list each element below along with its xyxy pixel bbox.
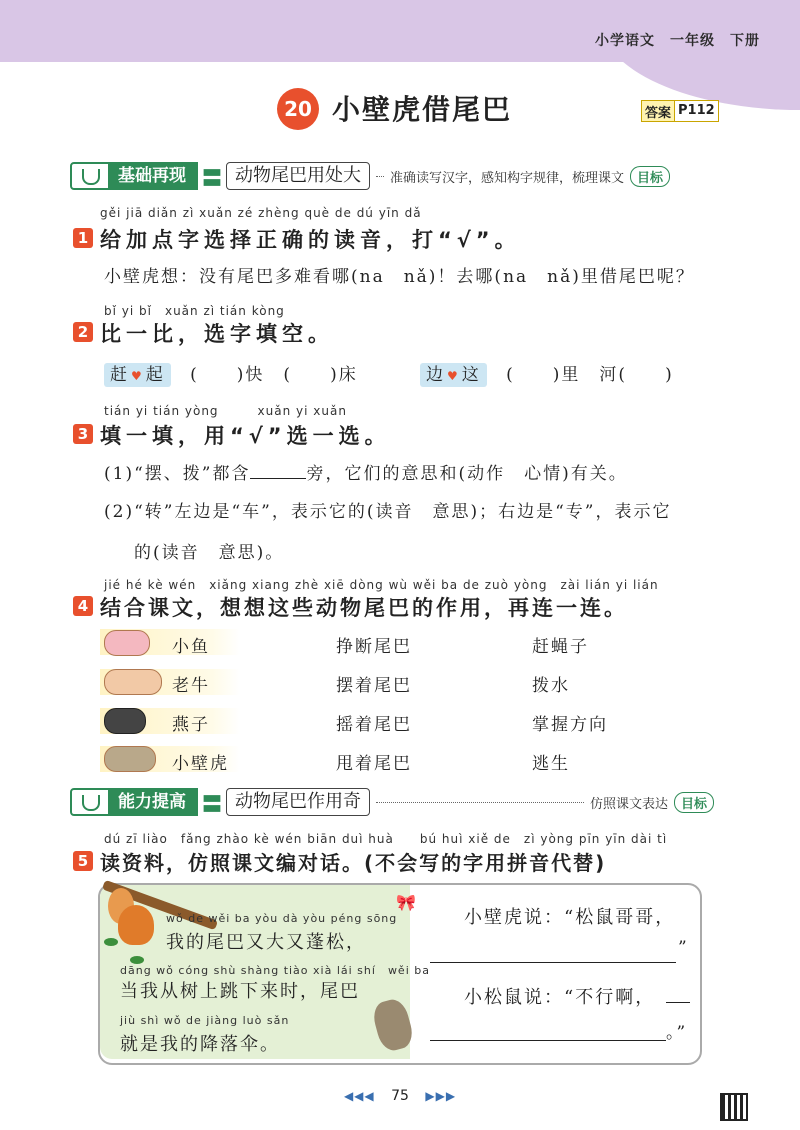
prev-arrows-icon: ◀◀◀ [343,1089,375,1103]
q2-number: 2 [73,322,93,342]
section-goal: 准确读写汉字，感知构字规律，梳理课文 [390,170,625,186]
section-subtitle: 动物尾巴作用奇 [226,788,370,816]
reading-pinyin-2: dāng wǒ cóng shù shàng tiào xià lái shí wěi ba [120,964,430,977]
animal-gecko[interactable]: 小壁虎 [172,754,229,774]
leaf-icon [104,938,118,946]
animal-fish[interactable]: 小鱼 [172,637,210,657]
reading-pinyin-3: jiù shì wǒ de jiàng luò sǎn [120,1014,290,1027]
action-2[interactable]: 摆着尾巴 [336,676,412,696]
use-4[interactable]: 逃生 [532,754,570,774]
q2-pair1 [104,363,171,387]
ox-icon [104,669,162,695]
section-label: 能力提高 [110,788,198,816]
dotted-line [376,176,384,177]
q3-line1 [104,459,628,484]
book-icon [70,788,110,816]
lesson-title: 小壁虎借尾巴 [332,93,513,126]
dialog-gecko: 小壁虎说：“松鼠哥哥， [464,907,676,928]
squirrel-icon [118,905,154,945]
quote-end-2: 。” [666,1023,688,1043]
use-3[interactable]: 掌握方向 [532,715,608,735]
book-icon [70,162,110,190]
use-1[interactable]: 赶蝇子 [532,637,589,657]
answer-page: P112 [674,101,718,121]
q2-group2 [420,360,674,385]
q3-line3: 的(读音 意思)。 [134,543,285,563]
q1-sentence: 小壁虎想：没有尾巴多难看哪(na nǎ)！去哪(na nǎ)里借尾巴呢？ [104,267,695,287]
q2-instruction: 比一比，选字填空。 [100,322,334,346]
lesson-number: 20 [277,88,319,130]
reading-line-2: 当我从树上跳下来时，尾巴 [120,981,360,1002]
goal-tag: 目标 [674,792,714,813]
q4-pinyin: jié hé kè wén xiǎng xiang zhè xiē dòng wù wěi ba de zuò yòng zài lián yi lián [104,578,659,592]
section-label: 基础再现 [110,162,198,190]
char-zhe: 这 [461,365,481,385]
q5-pinyin: dú zī liào fǎng zhào kè wén biān duì huà bú huì xiě de zì yòng pīn yīn dài tì [104,832,668,846]
equals-icon: 〓 [202,165,222,190]
reading-line-3: 就是我的降落伞。 [120,1034,280,1055]
dialog-squirrel: 小松鼠说：“不行啊， [464,987,656,1008]
answer-line-1[interactable] [430,962,676,963]
qr-code-icon [720,1093,748,1121]
reading-pinyin-1: wǒ de wěi ba yòu dà yòu péng sōng [166,912,398,925]
q2-fill2[interactable]: ( )里 河( ) [506,365,674,385]
quote-end-1: ” [678,938,689,958]
char-gan: 赶 [110,365,129,385]
q3-line1-end: 旁，它们的意思和(动作 心情)有关。 [306,464,628,484]
answer-ref [641,100,719,122]
goal-tag: 目标 [630,166,670,187]
page-footer [0,1088,800,1104]
q5-number: 5 [73,851,93,871]
q1-instruction: 给加点字选择正确的读音，打“√”。 [100,228,521,252]
q1-number: 1 [73,228,93,248]
action-3[interactable]: 摇着尾巴 [336,715,412,735]
animal-ox[interactable]: 老牛 [172,676,210,696]
q5-instruction: 读资料，仿照课文编对话。(不会写的字用拼音代替) [100,851,607,875]
page-number: 75 [391,1088,409,1104]
q2-group1 [104,360,358,385]
answer-label: 答案 [645,105,672,121]
swallow-icon [104,708,146,734]
char-qi: 起 [145,365,165,385]
q3-number: 3 [73,424,93,444]
q3-pinyin: tián yi tián yòng xuǎn yi xuǎn [104,404,347,418]
q2-pair2 [420,363,487,387]
q2-pinyin: bǐ yi bǐ xuǎn zì tián kòng [104,304,285,318]
q1-pinyin: gěi jiā diǎn zì xuǎn zé zhèng què de dú yīn dǎ [100,206,422,220]
q4-instruction: 结合课文，想想这些动物尾巴的作用，再连一连。 [100,596,628,620]
use-2[interactable]: 拨水 [532,676,570,696]
equals-icon: 〓 [202,791,222,816]
fish-icon [104,630,150,656]
animal-swallow[interactable]: 燕子 [172,715,210,735]
q3-line1-start: (1)“摆、拨”都含 [104,464,251,484]
answer-line-3[interactable] [430,1040,666,1041]
reading-line-1: 我的尾巴又大又蓬松， [166,932,366,953]
q3-instruction: 填一填，用“√”选一选。 [100,424,391,448]
section-basic-bar [70,162,714,190]
q3-blank[interactable] [250,464,306,479]
dotted-line [376,802,584,803]
ribbon-icon: 🎀 [396,893,416,912]
gecko-icon [104,746,156,772]
heart-icon: ♥ [447,369,460,383]
book-title: 小学语文 一年级 下册 [595,33,760,49]
section-subtitle: 动物尾巴用处大 [226,162,370,190]
q3-line2: (2)“转”左边是“车”，表示它的(读音 意思)；右边是“专”，表示它 [104,502,672,522]
next-arrows-icon: ▶▶▶ [425,1089,457,1103]
section-advanced-bar [70,788,714,816]
answer-line-2[interactable] [666,1002,690,1003]
q4-number: 4 [73,596,93,616]
char-bian: 边 [426,365,445,385]
action-4[interactable]: 甩着尾巴 [336,754,412,774]
section-goal: 仿照课文表达 [589,796,668,812]
heart-icon: ♥ [131,369,144,383]
action-1[interactable]: 挣断尾巴 [336,637,412,657]
q2-fill1[interactable]: ( )快 ( )床 [190,365,358,385]
